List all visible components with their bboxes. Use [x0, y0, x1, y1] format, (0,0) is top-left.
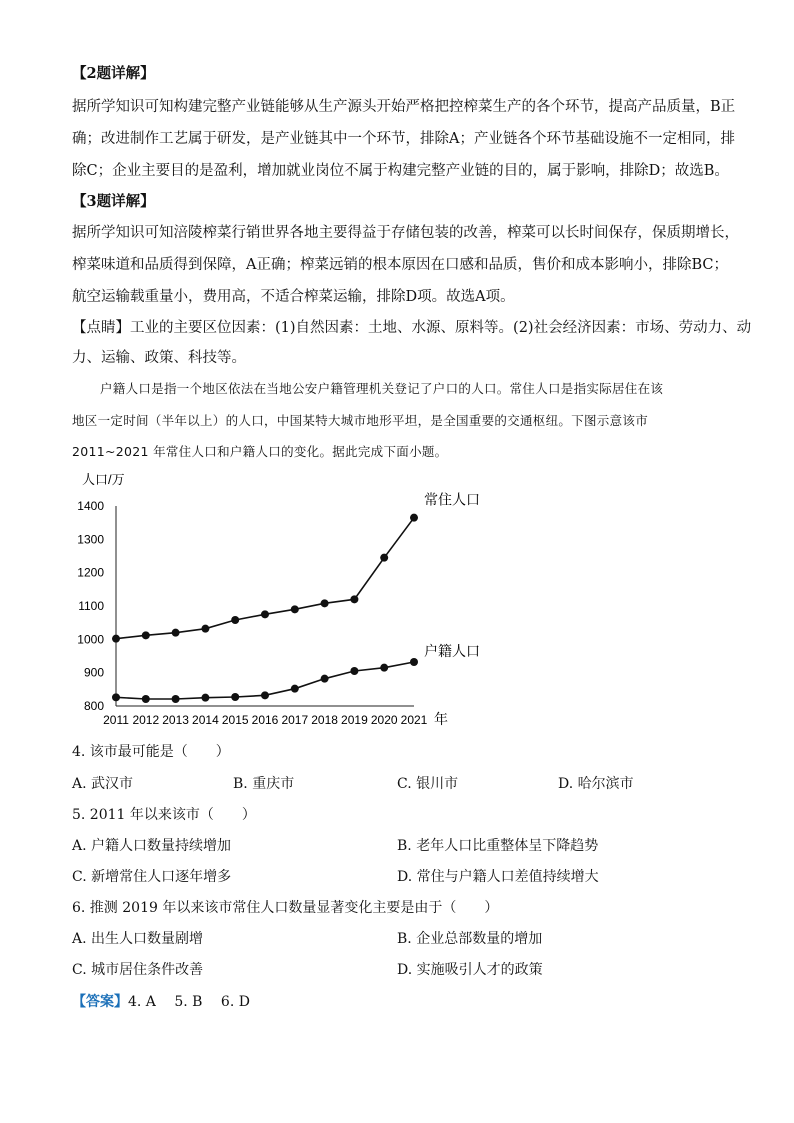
q3-line-3: 航空运输载重量小，费用高，不适合榨菜运输，排除D项。故选A项。: [72, 289, 515, 305]
data-point: [291, 685, 299, 693]
x-tick-label: 2015: [221, 713, 249, 727]
x-axis-label: 年: [434, 711, 448, 727]
data-point: [201, 694, 209, 702]
data-point: [350, 595, 358, 603]
x-tick-label: 2019: [341, 713, 368, 727]
q5-option-a: A. 户籍人口数量持续增加: [72, 838, 232, 854]
y-tick-label: 1200: [77, 565, 104, 580]
data-point: [410, 658, 418, 666]
data-point: [142, 695, 150, 703]
q3-line-2: 榨菜味道和品质得到保障，A正确；榨菜远销的根本原因在口感和品质，售价和成本影响小，排除BC；: [72, 257, 728, 273]
x-tick-label: 2014: [192, 713, 219, 727]
y-tick-label: 1000: [77, 632, 104, 647]
data-point: [410, 514, 418, 522]
x-tick-label: 2020: [370, 713, 398, 727]
y-tick-label: 1100: [78, 599, 104, 613]
q4-option-d: D. 哈尔滨市: [558, 776, 634, 792]
answer-text: 4. A 5. B 6. D: [128, 994, 250, 1010]
answer-line: [72, 992, 250, 1012]
x-tick-label: 2016: [251, 713, 279, 727]
q4-option-b: B. 重庆市: [233, 776, 295, 792]
y-tick-label: 800: [83, 699, 104, 713]
q6-option-d: D. 实施吸引人才的政策: [397, 962, 543, 978]
y-axis-label: 人口/万: [82, 472, 125, 487]
data-point: [291, 605, 299, 613]
intro-line-2: 地区一定时间（半年以上）的人口，中国某特大城市地形平坦，是全国重要的交通枢纽。下图示意该市: [72, 413, 649, 428]
population-line-chart: [0, 468, 794, 728]
data-point: [321, 675, 329, 683]
series-label: 户籍人口: [424, 643, 480, 659]
data-point: [380, 554, 388, 562]
q5-option-d: D. 常住与户籍人口差值持续增大: [397, 869, 599, 885]
series-line: [116, 518, 414, 639]
q2-heading: 【2题详解】: [72, 65, 155, 82]
q6-option-a: A. 出生人口数量剧增: [72, 931, 204, 947]
x-tick-label: 2018: [311, 713, 338, 727]
x-tick-label: 2017: [281, 713, 309, 727]
y-tick-label: 1400: [77, 499, 104, 513]
data-point: [142, 631, 150, 639]
x-tick-label: 2021: [400, 713, 428, 727]
q6-option-c: C. 城市居住条件改善: [72, 962, 204, 978]
data-point: [321, 599, 329, 607]
data-point: [261, 691, 269, 699]
x-tick-label: 2012: [132, 713, 160, 727]
tip-line-2: 力、运输、政策、科技等。: [72, 350, 246, 366]
y-tick-label: 1300: [77, 532, 104, 547]
q6-stem: 6. 推测 2019 年以来该市常住人口数量显著变化主要是由于（ ）: [72, 900, 499, 916]
data-point: [231, 693, 239, 701]
x-tick-label: 2013: [162, 713, 189, 727]
data-point: [172, 695, 180, 703]
q5-option-c: C. 新增常住人口逐年增多: [72, 869, 232, 885]
q2-line-1: 据所学知识可知构建完整产业链能够从生产源头开始严格把控榨菜生产的各个环节，提高产品质量，B正: [72, 99, 736, 115]
data-point: [112, 635, 120, 643]
q3-heading: 【3题详解】: [72, 193, 155, 210]
q2-line-2: 确；改进制作工艺属于研发，是产业链其中一个环节，排除A；产业链各个环节基础设施不一定相同，排: [72, 131, 735, 147]
intro-line-3: 2011~2021 年常住人口和户籍人口的变化。据此完成下面小题。: [72, 444, 448, 459]
series-label: 常住人口: [424, 491, 480, 508]
data-point: [172, 629, 180, 637]
q5-stem: 5. 2011 年以来该市（ ）: [72, 807, 256, 823]
data-point: [261, 610, 269, 618]
answer-label: 【答案】: [72, 994, 128, 1010]
q4-option-a: A. 武汉市: [72, 776, 134, 792]
data-point: [201, 625, 209, 633]
q4-stem: 4. 该市最可能是（ ）: [72, 744, 230, 760]
q2-line-3: 除C；企业主要目的是盈利，增加就业岗位不属于构建完整产业链的目的，属于影响，排除D；故选B。: [72, 163, 729, 179]
data-point: [350, 667, 358, 675]
y-tick-label: 900: [83, 665, 104, 680]
intro-line-1: 户籍人口是指一个地区依法在当地公安户籍管理机关登记了户口的人口。常住人口是指实际居住在该: [100, 381, 664, 396]
data-point: [231, 616, 239, 624]
data-point: [112, 693, 120, 701]
q6-option-b: B. 企业总部数量的增加: [397, 931, 543, 947]
q3-line-1: 据所学知识可知涪陵榨菜行销世界各地主要得益于存储包装的改善，榨菜可以长时间保存，保质期增长，: [72, 225, 739, 241]
x-tick-label: 2011: [103, 713, 129, 727]
tip-line-1: 【点睛】工业的主要区位因素：(1)自然因素：土地、水源、原料等。(2)社会经济因素：市场、劳动力、动: [72, 320, 752, 336]
q5-option-b: B. 老年人口比重整体呈下降趋势: [397, 838, 599, 854]
q4-option-c: C. 银川市: [397, 776, 459, 792]
data-point: [380, 664, 388, 672]
